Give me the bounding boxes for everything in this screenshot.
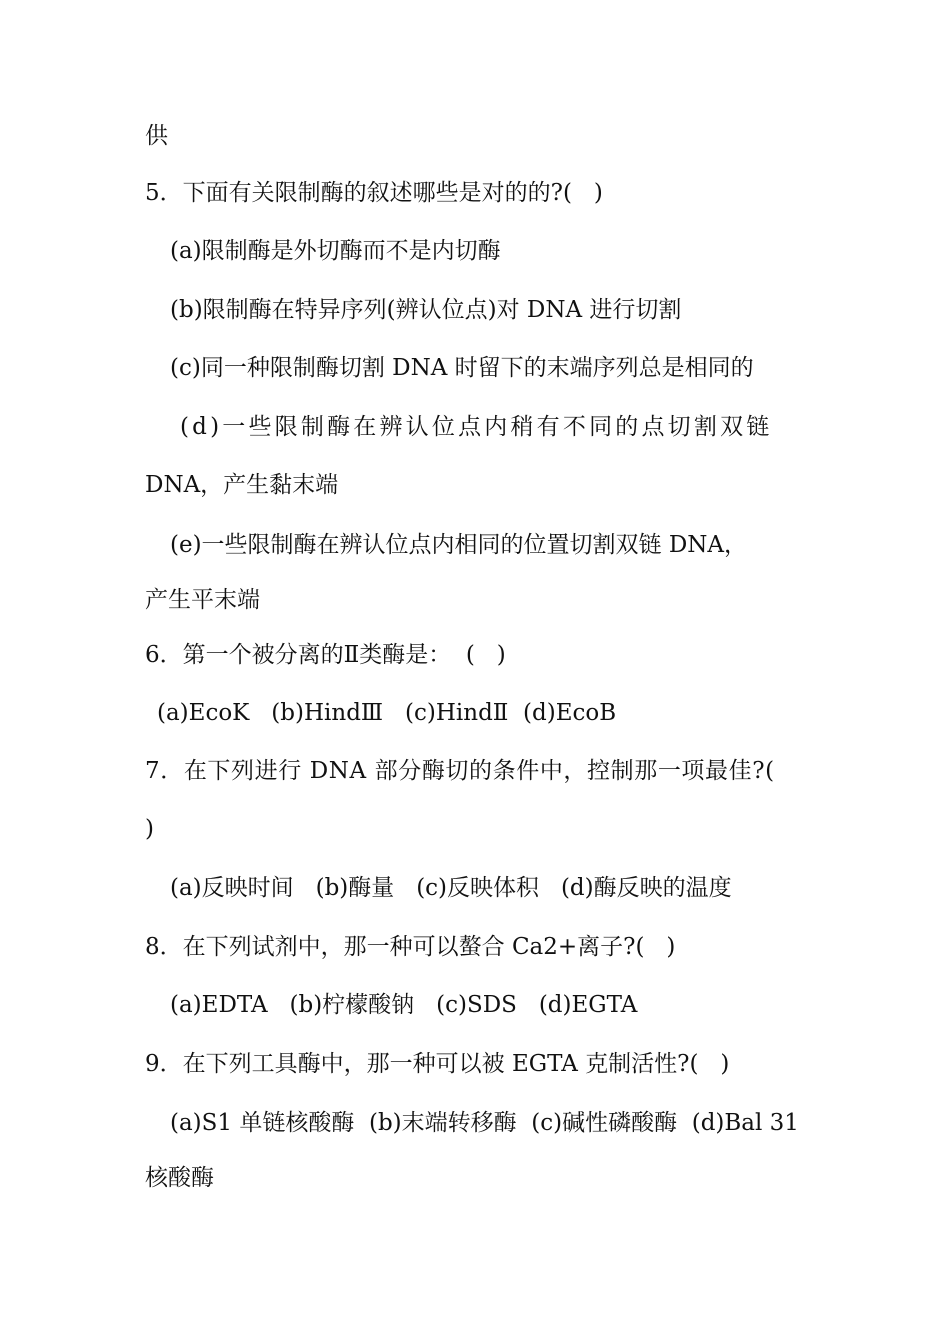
q5-option-b: (b)限制酶在特异序列(辨认位点)对 DNA 进行切割 bbox=[170, 297, 682, 323]
q5-option-d: (d)一些限制酶在辨认位点内稍有不同的点切割双链 bbox=[180, 414, 773, 440]
q5-option-e: (e)一些限制酶在辨认位点内相同的位置切割双链 DNA， bbox=[170, 532, 748, 558]
q7-options: (a)反映时间 (b)酶量 (c)反映体积 (d)酶反映的温度 bbox=[170, 875, 732, 901]
q8-options: (a)EDTA (b)柠檬酸钠 (c)SDS (d)EGTA bbox=[170, 992, 638, 1018]
question-7-continued: ) bbox=[145, 816, 154, 842]
q6-options: (a)EcoK (b)HindⅢ (c)HindⅡ (d)EcoB bbox=[157, 700, 617, 726]
q5-option-d-continued: DNA，产生黏末端 bbox=[145, 472, 339, 498]
text-line-continuation: 供 bbox=[145, 123, 168, 149]
q9-options-continued: 核酸酶 bbox=[145, 1165, 214, 1191]
q5-option-a: (a)限制酶是外切酶而不是内切酶 bbox=[170, 238, 501, 264]
question-7: 7．在下列进行 DNA 部分酶切的条件中，控制那一项最佳?( bbox=[145, 758, 775, 784]
question-6: 6．第一个被分离的Ⅱ类酶是： ( ) bbox=[145, 642, 506, 668]
question-8: 8．在下列试剂中，那一种可以螯合 Ca2+离子?( ) bbox=[145, 934, 676, 960]
q5-option-e-continued: 产生平末端 bbox=[145, 587, 260, 613]
q9-options: (a)S1 单链核酸酶 (b)末端转移酶 (c)碱性磷酸酶 (d)Bal 31 bbox=[170, 1110, 799, 1136]
q5-option-c: (c)同一种限制酶切割 DNA 时留下的末端序列总是相同的 bbox=[170, 355, 754, 381]
question-9: 9．在下列工具酶中，那一种可以被 EGTA 克制活性?( ) bbox=[145, 1051, 730, 1077]
question-5: 5．下面有关限制酶的叙述哪些是对的的?( ) bbox=[145, 180, 603, 206]
